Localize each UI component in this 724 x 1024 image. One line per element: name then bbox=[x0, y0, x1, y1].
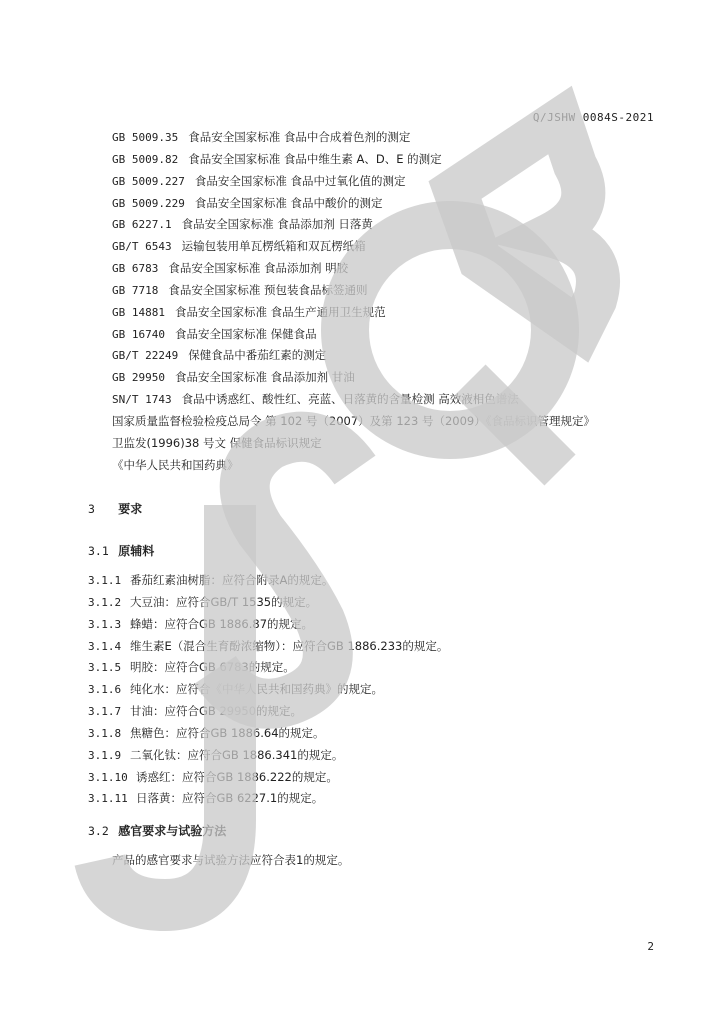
reference-code: GB 5009.227 bbox=[112, 174, 185, 188]
reference-code: GB 6783 bbox=[112, 262, 159, 276]
reference-item bbox=[112, 411, 672, 433]
requirement-number: 3.1.10 bbox=[88, 770, 128, 784]
reference-title: 保健食品中番茄红素的测定 bbox=[188, 348, 327, 363]
requirement-item bbox=[88, 723, 688, 745]
reference-title: 食品安全国家标准 食品中合成着色剂的测定 bbox=[188, 130, 411, 144]
section-3-heading bbox=[88, 500, 142, 517]
reference-item bbox=[112, 433, 672, 455]
requirement-number: 3.1.4 bbox=[88, 639, 122, 653]
reference-code: GB 5009.35 bbox=[112, 131, 179, 144]
reference-item bbox=[112, 258, 672, 280]
requirement-text: 维生素E（混合生育酚浓缩物）：应符合GB 1886.233的规定。 bbox=[130, 638, 449, 653]
requirement-text: 番茄红素油树脂：应符合附录A的规定。 bbox=[130, 573, 334, 587]
reference-item bbox=[112, 193, 672, 215]
reference-code: GB 5009.82 bbox=[112, 152, 179, 166]
reference-item bbox=[112, 149, 672, 171]
requirement-number: 3.1.2 bbox=[88, 595, 122, 609]
requirement-text: 日落黄：应符合GB 6227.1的规定。 bbox=[136, 791, 324, 806]
requirement-number: 3.1.6 bbox=[88, 683, 122, 697]
reference-title: 卫监发(1996)38 号文 保健食品标识规定 bbox=[112, 435, 322, 450]
reference-code: SN/T 1743 bbox=[112, 393, 172, 407]
requirement-text: 焦糖色：应符合GB 1886.64的规定。 bbox=[130, 725, 325, 740]
requirement-item bbox=[88, 614, 688, 636]
reference-item bbox=[112, 302, 672, 324]
reference-title: 食品安全国家标准 预包装食品标签通则 bbox=[168, 282, 368, 297]
requirement-item bbox=[88, 657, 688, 679]
requirement-item bbox=[88, 592, 688, 614]
reference-title: 食品安全国家标准 食品添加剂 明胶 bbox=[168, 261, 349, 276]
raw-materials-list bbox=[88, 570, 688, 810]
requirement-item bbox=[88, 745, 688, 767]
document-code: Q/JSHW 0084S-2021 bbox=[532, 111, 654, 124]
reference-code: GB 29950 bbox=[112, 371, 165, 385]
reference-item bbox=[112, 389, 672, 411]
requirement-number: 3.1.11 bbox=[88, 792, 128, 806]
reference-title: 食品安全国家标准 保健食品 bbox=[174, 326, 317, 341]
requirement-item bbox=[88, 679, 688, 701]
requirement-number: 3.1.1 bbox=[88, 574, 122, 587]
reference-code: GB 16740 bbox=[112, 327, 165, 341]
reference-title: 食品中诱惑红、酸性红、亮蓝、日落黄的含量检测 高效液相色谱法 bbox=[181, 392, 519, 407]
requirement-text: 二氧化钛：应符合GB 1886.341的规定。 bbox=[130, 747, 344, 762]
reference-item bbox=[112, 127, 672, 149]
reference-title: 国家质量监督检验检疫总局令 第 102 号（2007）及第 123 号（2009）《食品标识管理规定》 bbox=[112, 413, 595, 428]
section-3-2-heading bbox=[88, 822, 226, 839]
reference-code: GB 7718 bbox=[112, 283, 159, 297]
requirement-item bbox=[88, 767, 688, 789]
requirement-text: 诱惑红：应符合GB 1886.222的规定。 bbox=[136, 769, 338, 784]
reference-title: 食品安全国家标准 食品添加剂 甘油 bbox=[174, 370, 355, 385]
requirement-number: 3.1.9 bbox=[88, 748, 122, 762]
section-title: 感官要求与试验方法 bbox=[118, 824, 227, 838]
reference-item bbox=[112, 171, 672, 193]
reference-title: 食品安全国家标准 食品中酸价的测定 bbox=[194, 195, 383, 210]
reference-item bbox=[112, 324, 672, 346]
section-number: 3.1 bbox=[88, 544, 109, 558]
section-title: 要求 bbox=[118, 502, 143, 516]
requirement-item bbox=[88, 788, 688, 810]
requirement-text: 明胶：应符合GB 6783的规定。 bbox=[130, 660, 295, 675]
requirement-text: 蜂蜡：应符合GB 1886.87的规定。 bbox=[130, 616, 314, 631]
reference-item bbox=[112, 280, 672, 302]
reference-title: 食品安全国家标准 食品中过氧化值的测定 bbox=[194, 173, 406, 188]
reference-title: 运输包装用单瓦楞纸箱和双瓦楞纸箱 bbox=[181, 239, 366, 254]
requirement-item bbox=[88, 570, 688, 592]
reference-item bbox=[112, 214, 672, 236]
body-paragraph: 产品的感官要求与试验方法应符合表1的规定。 bbox=[112, 853, 350, 867]
reference-code: GB/T 22249 bbox=[112, 349, 179, 363]
requirement-text: 甘油：应符合GB 29950的规定。 bbox=[130, 704, 303, 719]
reference-item bbox=[112, 236, 672, 258]
normative-references-list bbox=[112, 127, 672, 477]
reference-item bbox=[112, 367, 672, 389]
page-number: 2 bbox=[647, 940, 654, 953]
requirement-number: 3.1.3 bbox=[88, 617, 122, 631]
section-title: 原辅料 bbox=[118, 544, 155, 558]
requirement-item bbox=[88, 636, 688, 658]
reference-title: 《中华人民共和国药典》 bbox=[112, 457, 239, 472]
reference-code: GB 6227.1 bbox=[112, 218, 172, 232]
reference-title: 食品安全国家标准 食品添加剂 日落黄 bbox=[181, 217, 373, 232]
requirement-item bbox=[88, 701, 688, 723]
section-number: 3.2 bbox=[88, 824, 109, 838]
reference-code: GB 14881 bbox=[112, 305, 165, 319]
section-number: 3 bbox=[88, 502, 95, 516]
reference-code: GB/T 6543 bbox=[112, 240, 172, 254]
requirement-number: 3.1.7 bbox=[88, 705, 122, 719]
reference-code: GB 5009.229 bbox=[112, 196, 185, 210]
reference-title: 食品安全国家标准 食品生产通用卫生规范 bbox=[174, 304, 386, 319]
requirement-text: 大豆油：应符合GB/T 1535的规定。 bbox=[130, 594, 318, 609]
reference-item bbox=[112, 455, 672, 477]
requirement-text: 纯化水：应符合《中华人民共和国药典》的规定。 bbox=[130, 682, 383, 697]
reference-item bbox=[112, 345, 672, 367]
reference-title: 食品安全国家标准 食品中维生素 A、D、E 的测定 bbox=[188, 151, 442, 166]
requirement-number: 3.1.5 bbox=[88, 661, 122, 675]
requirement-number: 3.1.8 bbox=[88, 726, 122, 740]
section-3-1-heading bbox=[88, 542, 154, 559]
